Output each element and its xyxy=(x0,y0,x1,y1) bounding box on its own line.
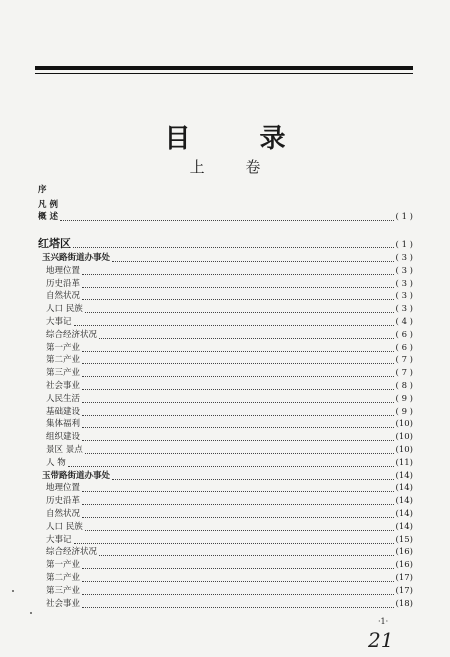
toc-entry xyxy=(46,317,413,328)
dot-leader xyxy=(85,524,394,531)
toc-entry xyxy=(46,304,413,315)
toc-entry-page: (14) xyxy=(395,521,413,532)
toc-entry-page: ( 1 ) xyxy=(395,240,413,250)
toc-entry-page: ( 6 ) xyxy=(395,329,413,340)
dot-leader xyxy=(74,537,394,544)
toc-entry-label: 第一产业 xyxy=(46,560,81,571)
toc-entry-page: (11) xyxy=(395,457,413,468)
toc-entry xyxy=(46,458,413,469)
toc-entry-label: 自然状况 xyxy=(46,291,81,302)
toc-entry-label: 地理位置 xyxy=(46,483,81,494)
dot-leader xyxy=(85,306,394,313)
toc-entry xyxy=(46,432,413,443)
toc-entry xyxy=(46,291,413,302)
toc-entry xyxy=(38,212,413,223)
toc-entry xyxy=(38,200,413,211)
toc-entry-label: 综合经济状况 xyxy=(46,547,98,558)
dot-leader xyxy=(82,575,394,582)
dot-leader xyxy=(82,421,394,428)
dot-leader xyxy=(82,601,394,608)
toc-entry xyxy=(46,266,413,277)
dot-leader xyxy=(82,268,394,275)
dot-leader xyxy=(73,241,394,248)
toc-entry xyxy=(46,599,413,610)
toc-entry-page: (17) xyxy=(395,585,413,596)
header-rule-thick xyxy=(35,66,413,70)
toc-entry xyxy=(46,509,413,520)
toc-entry-label: 综合经济状况 xyxy=(46,329,98,340)
toc-entry xyxy=(42,253,413,264)
scan-speck xyxy=(12,590,14,592)
toc-entry-page: ( 3 ) xyxy=(395,253,413,263)
toc-entry xyxy=(42,471,413,482)
toc-entry-label: 玉带路街道办事处 xyxy=(42,470,111,481)
dot-leader xyxy=(99,332,394,339)
toc-entry-page: (14) xyxy=(395,470,413,481)
toc-entry xyxy=(46,355,413,366)
toc-entry xyxy=(38,238,413,251)
toc-entry-label: 历史沿革 xyxy=(46,496,81,507)
toc-entry-page: ( 9 ) xyxy=(395,406,413,417)
toc-entry-page: ( 3 ) xyxy=(395,278,413,289)
toc-entry xyxy=(46,522,413,533)
toc-entry-page: ( 3 ) xyxy=(395,265,413,276)
toc-entry xyxy=(46,407,413,418)
dot-leader xyxy=(82,281,394,288)
dot-leader xyxy=(82,396,394,403)
toc-entry-label: 社会事业 xyxy=(46,598,81,609)
toc-entry-label: 组织建设 xyxy=(46,432,81,443)
toc-entry xyxy=(46,445,413,456)
dot-leader xyxy=(74,319,394,326)
toc-entry xyxy=(46,330,413,341)
toc-entry xyxy=(46,343,413,354)
toc-entry-page: ( 3 ) xyxy=(395,291,413,302)
dot-leader xyxy=(82,293,394,300)
dot-leader xyxy=(82,370,394,377)
toc-entry-page: ( 9 ) xyxy=(395,393,413,404)
dot-leader xyxy=(82,485,394,492)
toc-entry xyxy=(46,381,413,392)
toc-entry-label: 第二产业 xyxy=(46,355,81,366)
toc-entry-label: 景区 景点 xyxy=(46,445,83,455)
dot-leader xyxy=(82,588,394,595)
toc-entry-page: ( 4 ) xyxy=(395,317,413,327)
scan-speck xyxy=(30,612,32,614)
toc-entry xyxy=(46,419,413,430)
toc-entry-label: 集体福利 xyxy=(46,419,81,430)
dot-leader xyxy=(99,549,394,556)
toc-entry-label: 第三产业 xyxy=(46,368,81,379)
toc-entry-label: 人 物 xyxy=(46,457,66,468)
page-number: ·1· xyxy=(378,617,389,626)
toc-entry-label: 第三产业 xyxy=(46,585,81,596)
dot-leader xyxy=(112,473,394,480)
toc-entry xyxy=(46,547,413,558)
volume-subtitle: 上 卷 xyxy=(189,158,279,176)
toc-entry-page: (16) xyxy=(395,560,413,571)
toc-entry-label: 历史沿革 xyxy=(46,278,81,289)
toc-entry xyxy=(46,483,413,494)
toc-entry-label: 凡 例 xyxy=(38,200,58,210)
handwritten-note: 21 xyxy=(368,628,394,652)
toc-entry xyxy=(46,586,413,597)
header-rule-thin xyxy=(35,73,413,74)
toc-entry-page: ( 6 ) xyxy=(395,342,413,353)
toc-entry-label: 第二产业 xyxy=(46,573,81,583)
toc-entry-page: (15) xyxy=(395,534,413,545)
toc-entry-label: 地理位置 xyxy=(46,265,81,276)
toc-entry-page: (14) xyxy=(395,483,413,494)
toc-entry-page: (10) xyxy=(395,419,413,430)
toc-entry xyxy=(46,368,413,379)
toc-entry-page: ( 8 ) xyxy=(395,381,413,391)
dot-leader xyxy=(82,357,394,364)
dot-leader xyxy=(82,383,394,390)
toc-entry-page: (18) xyxy=(395,598,413,609)
toc-entry xyxy=(46,496,413,507)
toc-entry-label: 第一产业 xyxy=(46,342,81,353)
toc-entry-page: (17) xyxy=(395,573,413,583)
toc-entry xyxy=(46,279,413,290)
dot-leader xyxy=(112,255,394,262)
toc-entry-label: 玉兴路街道办事处 xyxy=(42,253,111,263)
toc-entry-page: ( 1 ) xyxy=(395,212,413,222)
toc-entry-label: 人民生活 xyxy=(46,393,81,404)
toc-entry-label: 序 xyxy=(38,185,47,195)
toc-entry xyxy=(46,573,413,584)
toc-entry-label: 自然状况 xyxy=(46,509,81,519)
toc-entry-label: 概 述 xyxy=(38,212,58,222)
toc-entry-page: (14) xyxy=(395,496,413,507)
toc-entry xyxy=(46,394,413,405)
toc-entry-page: (10) xyxy=(395,432,413,443)
toc-entry-page: (10) xyxy=(395,445,413,455)
dot-leader xyxy=(82,562,394,569)
dot-leader xyxy=(82,511,394,518)
toc-entry-label: 大事记 xyxy=(46,317,72,327)
toc-entry xyxy=(46,560,413,571)
dot-leader xyxy=(60,214,394,221)
dot-leader xyxy=(68,460,394,467)
dot-leader xyxy=(82,345,394,352)
toc-entry-label: 人口 民族 xyxy=(46,304,83,315)
toc-entry-label: 大事记 xyxy=(46,534,72,545)
dot-leader xyxy=(82,434,394,441)
toc-entry-page: (16) xyxy=(395,547,413,558)
toc-entry-page: ( 7 ) xyxy=(395,355,413,366)
toc-entry-page: ( 7 ) xyxy=(395,368,413,379)
page-title: 目 录 xyxy=(164,124,316,154)
toc-entry xyxy=(46,535,413,546)
toc-entry-page: (14) xyxy=(395,509,413,519)
toc-entry-page: ( 3 ) xyxy=(395,304,413,315)
toc-entry-label: 人口 民族 xyxy=(46,521,83,532)
dot-leader xyxy=(82,409,394,416)
toc-entry-label: 红塔区 xyxy=(38,237,71,250)
toc-entry-label: 社会事业 xyxy=(46,381,81,391)
dot-leader xyxy=(85,447,394,454)
toc-entry xyxy=(38,185,413,196)
dot-leader xyxy=(82,498,394,505)
toc-entry-label: 基础建设 xyxy=(46,406,81,417)
